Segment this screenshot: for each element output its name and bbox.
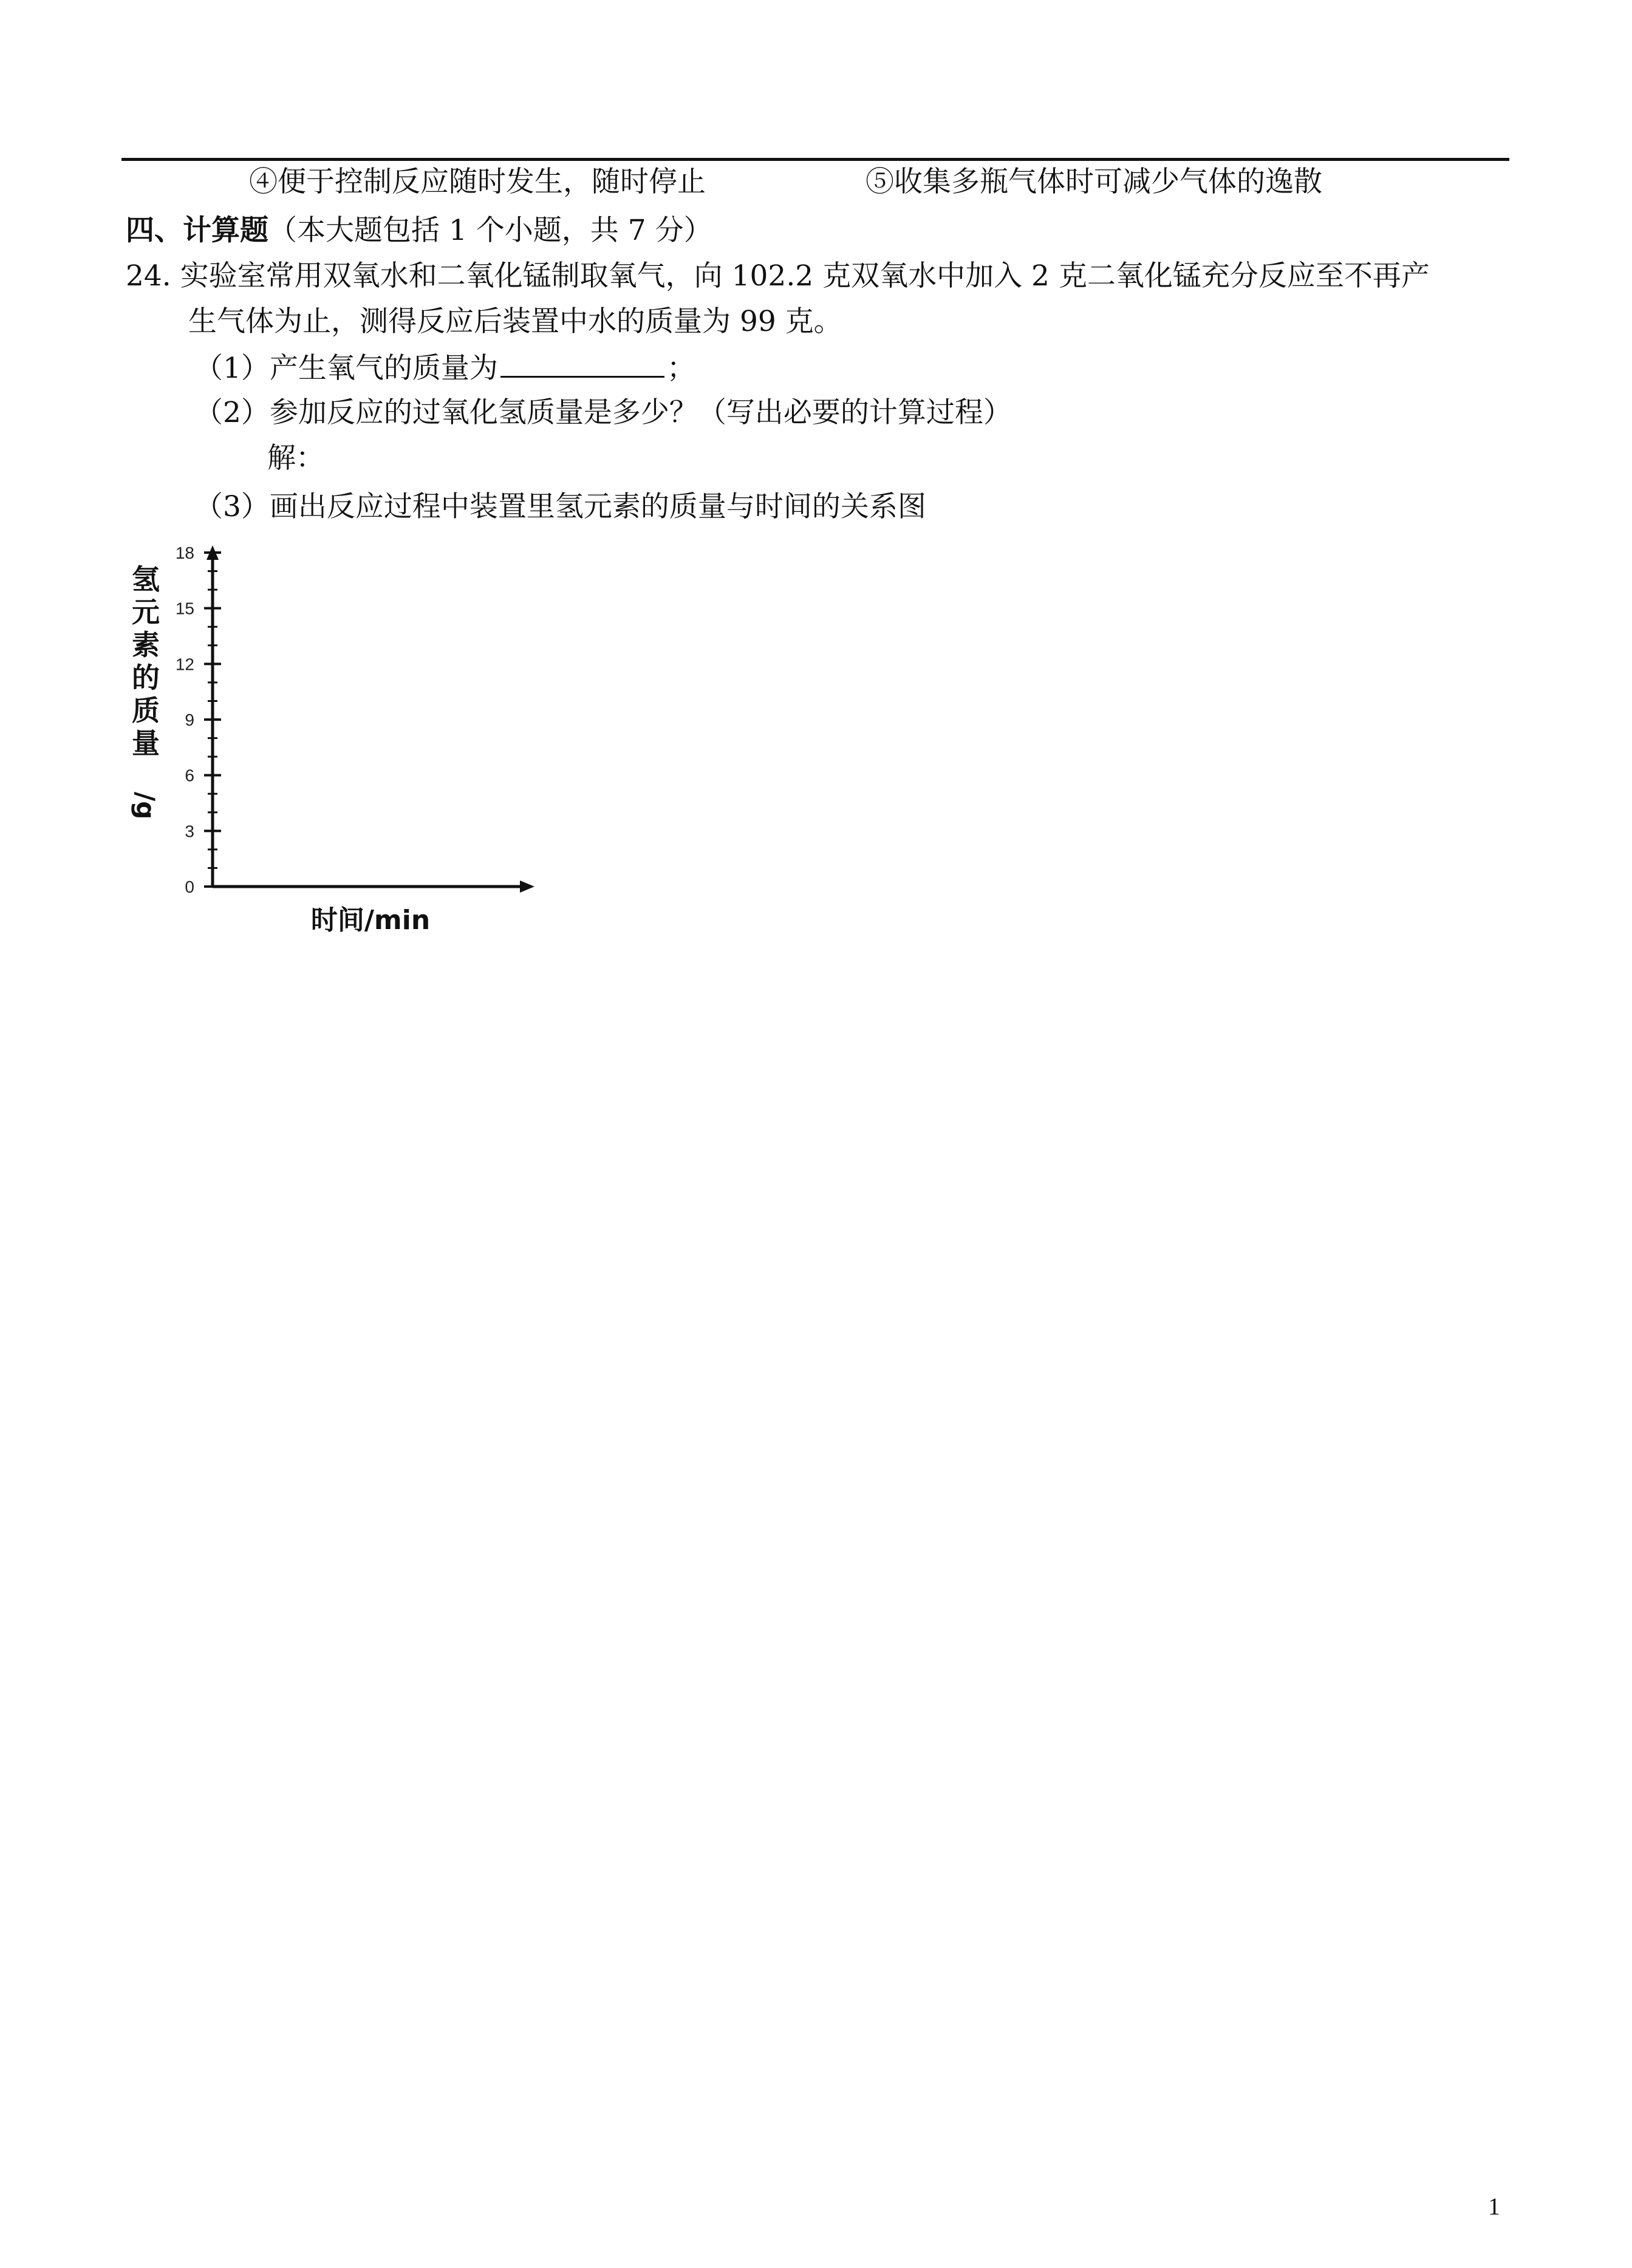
y-label-char: 素: [132, 628, 160, 661]
section-title: 四、计算题: [126, 214, 268, 247]
page-number: 1: [1488, 2193, 1500, 2220]
question-24-line-1: 24. 实验室常用双氧水和二氧化锰制取氧气，向 102.2 克双氧水中加入 2 克二氧化锰充分反应至不再产: [126, 259, 1430, 293]
solution-label: 解：: [267, 441, 324, 475]
y-tick-label: 9: [185, 710, 194, 729]
y-label-char: 元: [132, 596, 160, 628]
section-heading: [126, 213, 712, 249]
header-rule: [121, 158, 1509, 161]
section-note: （本大题包括 1 个小题，共 7 分）: [268, 214, 712, 247]
part-1-prompt: （1）产生氧气的质量为: [194, 352, 498, 385]
y-tick-label: 0: [185, 877, 194, 896]
y-axis-ticks: [176, 543, 221, 896]
y-tick-label: 15: [175, 599, 194, 618]
x-axis-arrow: [520, 880, 534, 893]
question-24-line-2: 生气体为止，测得反应后装置中水的质量为 99 克。: [188, 305, 842, 338]
y-axis-label: [131, 563, 160, 819]
y-label-char: 质: [132, 694, 160, 727]
question-24-part-2: （2）参加反应的过氧化氢质量是多少？（写出必要的计算过程）: [194, 396, 1012, 429]
hydrogen-mass-chart[interactable]: [103, 534, 565, 947]
y-tick-label: 6: [185, 766, 194, 785]
question-24-part-1: [194, 349, 695, 387]
y-label-char: 氢: [132, 563, 160, 596]
part-1-suffix: ；: [666, 352, 695, 385]
option-4: ④便于控制反应随时发生，随时停止: [249, 165, 706, 199]
option-5: ⑤收集多瓶气体时可减少气体的逸散: [866, 165, 1322, 199]
y-tick-label: 18: [175, 543, 194, 562]
question-24-part-3: （3）画出反应过程中装置里氢元素的质量与时间的关系图: [194, 490, 926, 523]
y-label-char: 的: [132, 661, 160, 694]
x-axis-label: 时间/min: [310, 905, 431, 936]
y-label-unit: /g: [131, 792, 160, 820]
y-tick-label: 12: [175, 655, 194, 674]
answer-blank[interactable]: [500, 349, 664, 378]
y-label-char: 量: [132, 727, 160, 760]
y-tick-label: 3: [185, 822, 194, 841]
